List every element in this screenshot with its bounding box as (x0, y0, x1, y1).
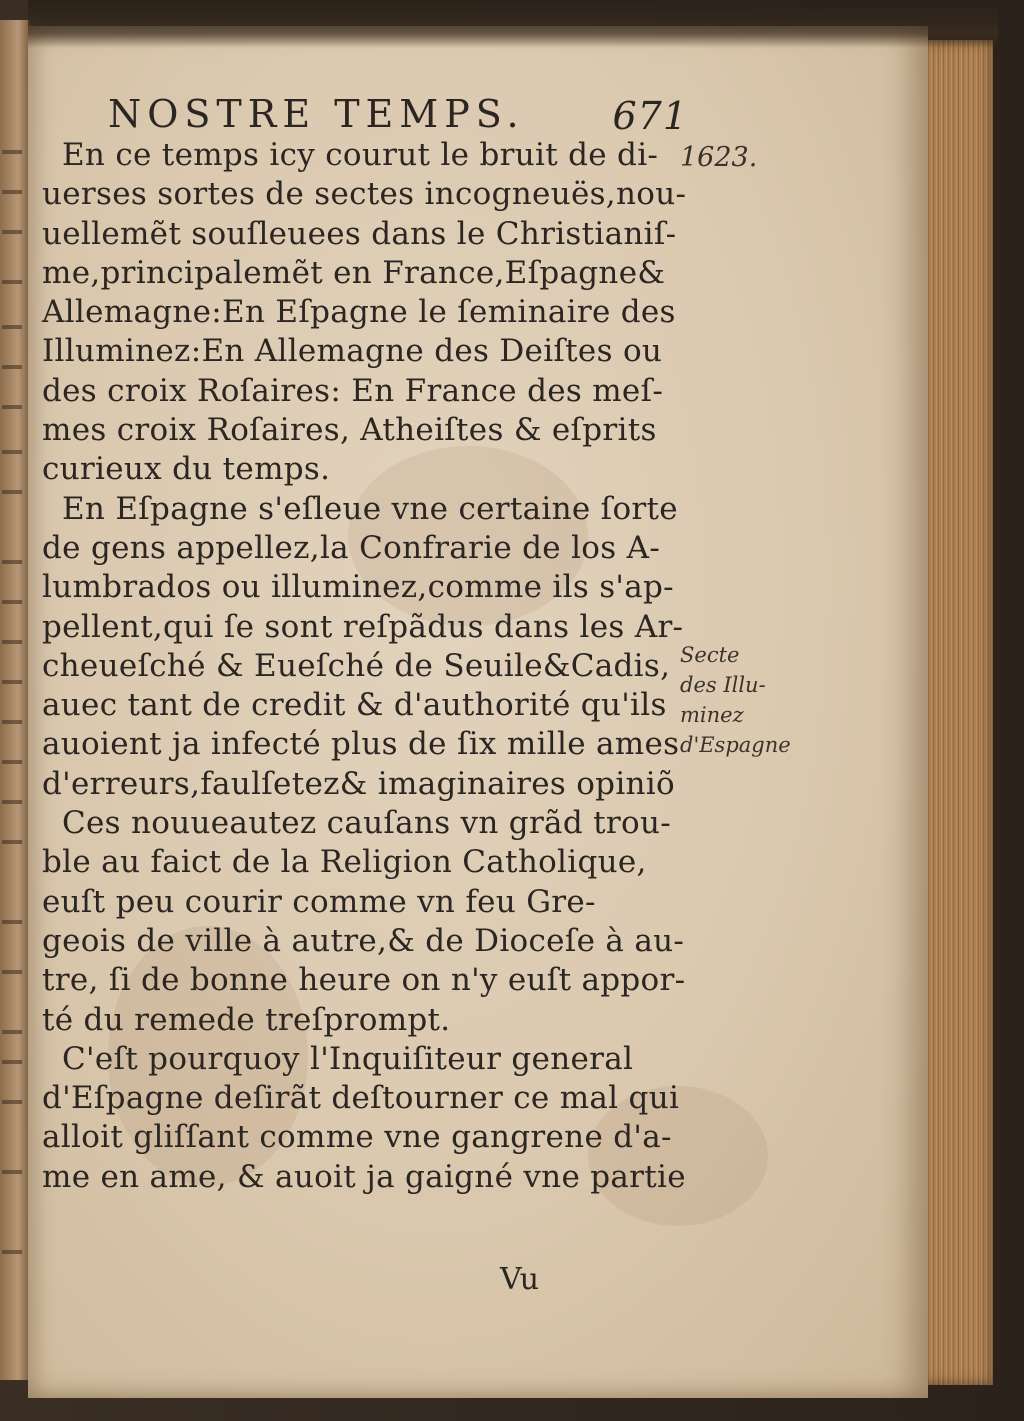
text-line: pellent,qui ſe sont reſpãdus dans les Ar- (42, 608, 684, 645)
running-head-title: NOSTRE TEMPS. (108, 92, 525, 136)
text-line: uerses sortes de sectes incogneuës,nou- (42, 176, 687, 213)
text-line: té du remede treſprompt. (42, 1001, 451, 1038)
text-line: tre, ſi de bonne heure on n'y euſt appor- (42, 962, 686, 999)
text-line: En Eſpagne s'eſleue vne certaine ſorte (62, 490, 678, 527)
catchword: Vu (500, 1262, 540, 1297)
text-line: auec tant de credit & d'authorité qu'ils (42, 687, 667, 724)
margin-year: 1623. (680, 142, 758, 173)
text-line: euſt peu courir comme vn feu Gre- (42, 883, 596, 920)
text-line: de gens appellez,la Confrarie de los A- (42, 529, 661, 566)
body-text (42, 136, 687, 1197)
text-line: mes croix Roſaires, Atheiſtes & eſprits (42, 412, 657, 449)
text-line: me en ame, & auoit ja gaigné vne partie (42, 1158, 686, 1195)
text-line: cheueſché & Eueſché de Seuile&Cadis, (42, 647, 671, 684)
text-line: uellemẽt souſleuees dans le Christianiſ- (42, 215, 677, 252)
running-head (108, 92, 688, 142)
text-line: auoient ja infecté plus de ſix mille ames (42, 726, 680, 763)
text-line: Ces nouueautez cauſans vn grãd trou- (62, 805, 672, 842)
text-line: Allemagne:En Eſpagne le ſeminaire des (42, 294, 676, 331)
text-line: En ce temps icy courut le bruit de di- (62, 137, 659, 173)
text-line: ble au faict de la Religion Catholique, (42, 844, 647, 881)
text-line: alloit gliſſant comme vne gangrene d'a- (42, 1119, 672, 1156)
text-line: geois de ville à autre,& de Dioceſe à au- (42, 922, 685, 959)
margin-note-line: d'Espagne (680, 733, 791, 757)
text-line: curieux du temps. (42, 451, 331, 488)
text-line: des croix Roſaires: En France des meſ- (42, 372, 664, 409)
text-line: Illuminez:En Allemagne des Deiſtes ou (42, 333, 663, 370)
top-binding-shadow (28, 0, 998, 48)
text-line: d'erreurs,faulſetez& imaginaires opiniõ (42, 765, 675, 802)
text-line: C'eſt pourquoy l'Inquiſiteur general (62, 1040, 634, 1077)
text-line: me,principalemẽt en France,Eſpagne& (42, 254, 666, 291)
margin-note-line: des Illu- (680, 673, 766, 697)
text-line: lumbrados ou illuminez,comme ils s'ap- (42, 569, 674, 606)
page-number: 671 (612, 94, 688, 138)
text-line: d'Eſpagne deſirãt deſtourner ce mal qui (42, 1080, 680, 1117)
margin-note-line: Secte (680, 643, 740, 667)
margin-note-line: minez (680, 703, 744, 727)
margin-note (680, 640, 800, 760)
